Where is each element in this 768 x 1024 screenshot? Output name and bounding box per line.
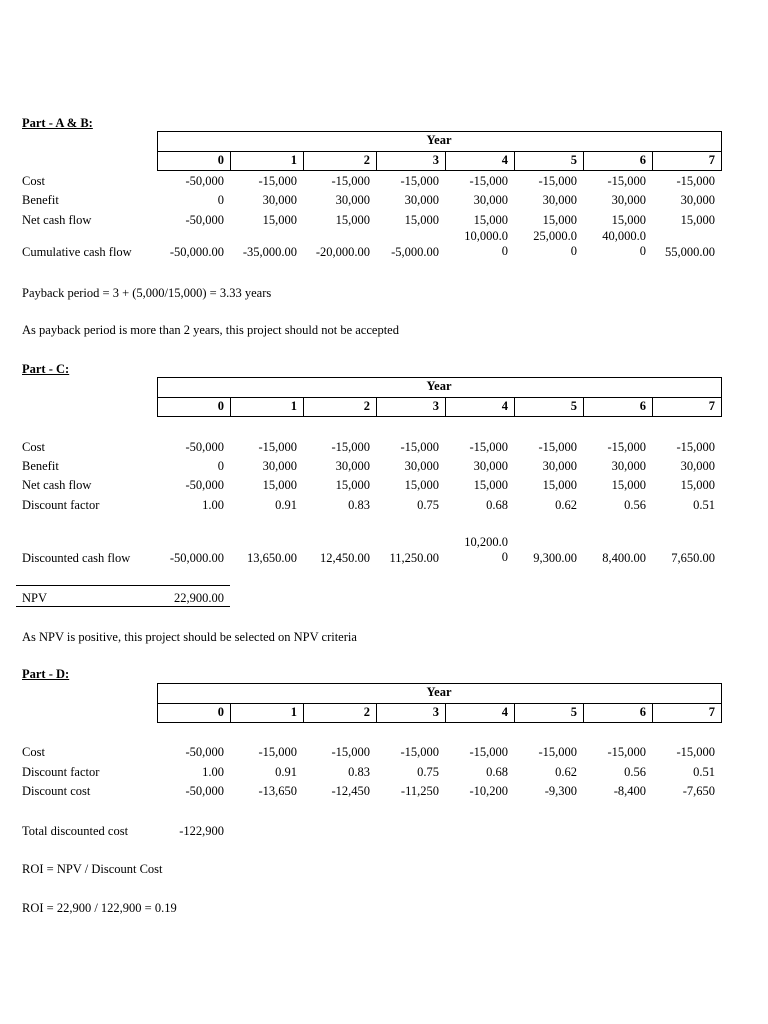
row-cost-cell: -50,000 — [185, 174, 224, 188]
year-cell-0: 0 — [217, 705, 224, 719]
row-benefit-cell: 30,000 — [680, 459, 715, 473]
conclusion-c: As NPV is positive, this project should be selected on NPV criteria — [22, 630, 357, 644]
row-discounted-cash-flow-cell: 10,200.0 0 — [464, 535, 508, 564]
row-cost-label: Cost — [22, 440, 45, 454]
year-cell-1: 1 — [290, 399, 297, 413]
row-net-cash-flow-cell: 15,000 — [335, 213, 370, 227]
row-cost-cell: -15,000 — [607, 174, 646, 188]
row-cost-cell: -15,000 — [258, 440, 297, 454]
year-cell-4: 4 — [501, 399, 508, 413]
row-cumulative-cash-flow-cell: -35,000.00 — [242, 245, 297, 259]
year-cell-6: 6 — [639, 153, 646, 167]
row-cumulative-cash-flow-cell: 10,000.0 0 — [464, 229, 508, 258]
row-discount-factor-cell: 0.83 — [348, 498, 370, 512]
row-discounted-cash-flow-cell: 11,250.00 — [389, 551, 439, 565]
row-net-cash-flow-cell: 15,000 — [473, 478, 508, 492]
year-cell-7: 7 — [708, 705, 715, 719]
row-benefit-cell: 0 — [217, 193, 224, 207]
row-cost-cell: -15,000 — [538, 440, 577, 454]
row-benefit-cell: 30,000 — [611, 459, 646, 473]
row-discounted-cash-flow-cell: -50,000.00 — [169, 551, 224, 565]
row-net-cash-flow-cell: 15,000 — [473, 213, 508, 227]
row-cost-cell: -15,000 — [676, 174, 715, 188]
row-discounted-cash-flow-cell: 13,650.00 — [247, 551, 297, 565]
row-discount-factor-cell: 0.56 — [624, 765, 646, 779]
row-discount-factor-cell: 0.51 — [693, 765, 715, 779]
row-discount-factor-cell: 0.91 — [275, 498, 297, 512]
row-net-cash-flow-label: Net cash flow — [22, 213, 92, 227]
row-cost-cell: -15,000 — [258, 745, 297, 759]
row-discounted-cash-flow-cell: 8,400.00 — [602, 551, 646, 565]
row-benefit-label: Benefit — [22, 459, 59, 473]
row-discount-cost-cell: -8,400 — [613, 784, 646, 798]
row-discount-factor-cell: 0.62 — [555, 765, 577, 779]
row-discount-factor-cell: 1.00 — [202, 765, 224, 779]
year-cell-5: 5 — [570, 705, 577, 719]
year-cell-6: 6 — [639, 705, 646, 719]
year-header-divider — [157, 703, 721, 704]
row-benefit-cell: 30,000 — [404, 193, 439, 207]
year-cell-5: 5 — [570, 399, 577, 413]
row-discount-factor-label: Discount factor — [22, 765, 100, 779]
row-cost-cell: -15,000 — [607, 440, 646, 454]
row-benefit-cell: 30,000 — [262, 459, 297, 473]
row-discounted-cash-flow-cell: 12,450.00 — [320, 551, 370, 565]
year-cell-0: 0 — [217, 153, 224, 167]
year-header-divider — [157, 151, 721, 152]
row-benefit-cell: 30,000 — [335, 193, 370, 207]
row-cost-label: Cost — [22, 174, 45, 188]
row-benefit-label: Benefit — [22, 193, 59, 207]
row-cost-cell: -15,000 — [400, 745, 439, 759]
year-cell-5: 5 — [570, 153, 577, 167]
conclusion-ab: As payback period is more than 2 years, this project should not be accepted — [22, 323, 399, 337]
year-cell-3: 3 — [432, 153, 439, 167]
row-net-cash-flow-cell: 15,000 — [404, 213, 439, 227]
year-label: Year — [426, 379, 452, 393]
year-cell-2: 2 — [363, 153, 370, 167]
year-label: Year — [426, 133, 452, 147]
row-discount-cost-cell: -12,450 — [331, 784, 370, 798]
row-cost-cell: -15,000 — [538, 174, 577, 188]
year-cell-7: 7 — [708, 153, 715, 167]
row-cumulative-cash-flow-cell: -50,000.00 — [169, 245, 224, 259]
row-discount-factor-cell: 0.83 — [348, 765, 370, 779]
row-net-cash-flow-cell: 15,000 — [542, 213, 577, 227]
row-discount-cost-label: Discount cost — [22, 784, 91, 798]
year-cell-6: 6 — [639, 399, 646, 413]
row-cost-cell: -15,000 — [258, 174, 297, 188]
row-benefit-cell: 30,000 — [542, 193, 577, 207]
row-net-cash-flow-cell: 15,000 — [335, 478, 370, 492]
row-cost-label: Cost — [22, 745, 45, 759]
row-benefit-cell: 30,000 — [542, 459, 577, 473]
row-cost-cell: -15,000 — [469, 440, 508, 454]
year-header-divider — [157, 397, 721, 398]
npv-value: 22,900.00 — [174, 591, 224, 605]
row-net-cash-flow-cell: 15,000 — [262, 478, 297, 492]
row-cost-cell: -15,000 — [676, 745, 715, 759]
row-benefit-cell: 30,000 — [473, 193, 508, 207]
year-cell-4: 4 — [501, 705, 508, 719]
heading-part-d: Part - D: — [22, 667, 70, 681]
row-cost-cell: -15,000 — [400, 440, 439, 454]
row-benefit-cell: 30,000 — [262, 193, 297, 207]
row-discount-factor-cell: 0.51 — [693, 498, 715, 512]
row-net-cash-flow-cell: 15,000 — [611, 213, 646, 227]
row-cost-cell: -15,000 — [331, 440, 370, 454]
row-discount-factor-cell: 0.62 — [555, 498, 577, 512]
row-cost-cell: -15,000 — [331, 745, 370, 759]
row-net-cash-flow-cell: 15,000 — [680, 478, 715, 492]
row-discount-cost-cell: -7,650 — [682, 784, 715, 798]
payback-text: Payback period = 3 + (5,000/15,000) = 3.33 years — [22, 286, 272, 300]
year-cell-7: 7 — [708, 399, 715, 413]
row-discount-cost-cell: -10,200 — [469, 784, 508, 798]
row-discount-factor-cell: 0.91 — [275, 765, 297, 779]
total-discounted-value: -122,900 — [179, 824, 224, 838]
row-cumulative-cash-flow-cell: 40,000.0 0 — [602, 229, 646, 258]
row-discount-cost-cell: -11,250 — [400, 784, 439, 798]
row-cost-cell: -15,000 — [469, 174, 508, 188]
row-net-cash-flow-cell: -50,000 — [185, 478, 224, 492]
npv-bottom-rule — [16, 606, 230, 607]
row-discount-factor-label: Discount factor — [22, 498, 100, 512]
row-benefit-cell: 30,000 — [611, 193, 646, 207]
row-discounted-cash-flow-cell: 7,650.00 — [671, 551, 715, 565]
row-cost-cell: -15,000 — [400, 174, 439, 188]
year-cell-1: 1 — [290, 153, 297, 167]
row-discount-factor-cell: 0.68 — [486, 765, 508, 779]
row-discount-cost-cell: -50,000 — [185, 784, 224, 798]
row-cumulative-cash-flow-cell: -5,000.00 — [391, 245, 439, 259]
year-cell-3: 3 — [432, 705, 439, 719]
row-cumulative-cash-flow-cell: 25,000.0 0 — [533, 229, 577, 258]
npv-top-rule — [16, 585, 230, 586]
row-cost-cell: -15,000 — [331, 174, 370, 188]
row-discount-cost-cell: -9,300 — [544, 784, 577, 798]
roi-result: ROI = 22,900 / 122,900 = 0.19 — [22, 901, 177, 915]
row-discount-factor-cell: 1.00 — [202, 498, 224, 512]
row-net-cash-flow-cell: 15,000 — [404, 478, 439, 492]
row-cost-cell: -15,000 — [607, 745, 646, 759]
row-discount-factor-cell: 0.56 — [624, 498, 646, 512]
row-cumulative-cash-flow-cell: 55,000.00 — [665, 245, 715, 259]
row-cumulative-cash-flow-cell: -20,000.00 — [315, 245, 370, 259]
row-discounted-cash-flow-cell: 9,300.00 — [533, 551, 577, 565]
row-cost-cell: -50,000 — [185, 745, 224, 759]
row-net-cash-flow-cell: 15,000 — [542, 478, 577, 492]
year-cell-3: 3 — [432, 399, 439, 413]
row-cost-cell: -15,000 — [676, 440, 715, 454]
row-benefit-cell: 0 — [217, 459, 224, 473]
total-discounted-label: Total discounted cost — [22, 824, 129, 838]
row-benefit-cell: 30,000 — [680, 193, 715, 207]
year-cell-2: 2 — [363, 705, 370, 719]
row-discount-factor-cell: 0.75 — [417, 498, 439, 512]
row-net-cash-flow-cell: 15,000 — [611, 478, 646, 492]
row-cost-cell: -15,000 — [538, 745, 577, 759]
row-net-cash-flow-cell: 15,000 — [262, 213, 297, 227]
row-discount-factor-cell: 0.75 — [417, 765, 439, 779]
row-cost-cell: -50,000 — [185, 440, 224, 454]
year-cell-2: 2 — [363, 399, 370, 413]
row-cost-cell: -15,000 — [469, 745, 508, 759]
roi-formula: ROI = NPV / Discount Cost — [22, 862, 163, 876]
row-discount-cost-cell: -13,650 — [258, 784, 297, 798]
row-discounted-cash-flow-label: Discounted cash flow — [22, 551, 131, 565]
row-net-cash-flow-cell: 15,000 — [680, 213, 715, 227]
year-cell-4: 4 — [501, 153, 508, 167]
heading-part-c: Part - C: — [22, 362, 70, 376]
year-cell-1: 1 — [290, 705, 297, 719]
row-cumulative-cash-flow-label: Cumulative cash flow — [22, 245, 132, 259]
row-net-cash-flow-label: Net cash flow — [22, 478, 92, 492]
year-cell-0: 0 — [217, 399, 224, 413]
npv-label: NPV — [22, 591, 48, 605]
heading-part-ab: Part - A & B: — [22, 116, 93, 130]
row-benefit-cell: 30,000 — [473, 459, 508, 473]
row-benefit-cell: 30,000 — [404, 459, 439, 473]
row-net-cash-flow-cell: -50,000 — [185, 213, 224, 227]
row-discount-factor-cell: 0.68 — [486, 498, 508, 512]
year-label: Year — [426, 685, 452, 699]
row-benefit-cell: 30,000 — [335, 459, 370, 473]
